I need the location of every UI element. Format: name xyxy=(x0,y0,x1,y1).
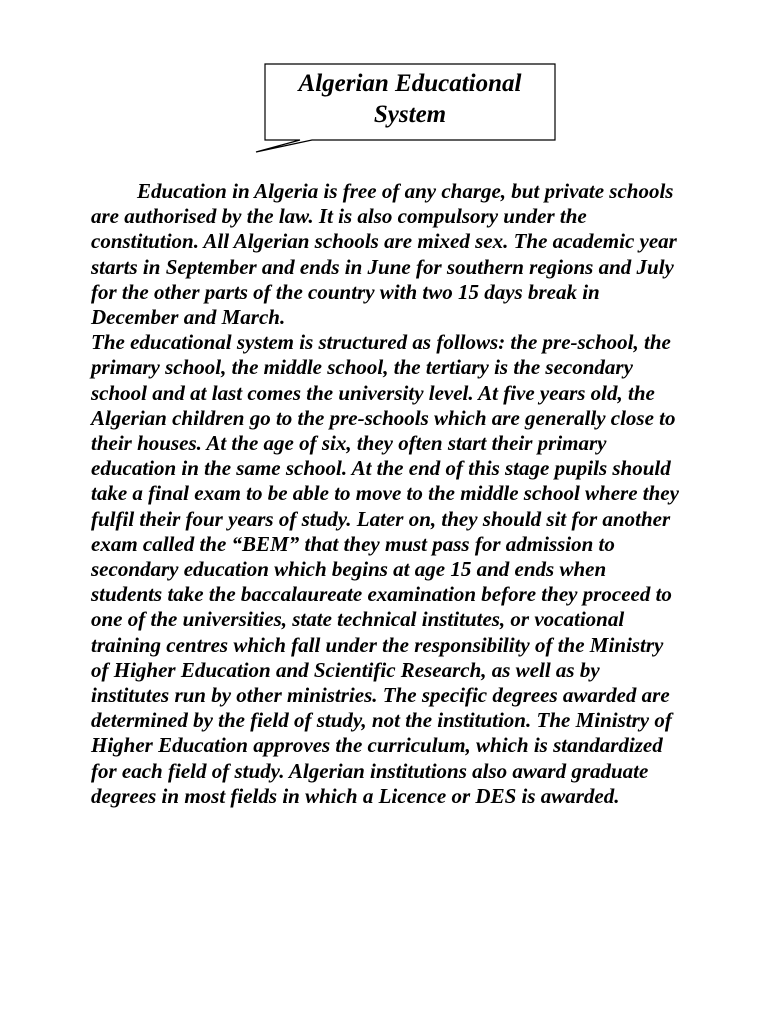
paragraph-structure: The educational system is structured as follows: the pre-school, the primary school, the middle school, the tertiary is the secondary school and at last comes the university level. At five years old, the Algerian children go to the pre-schools which are generally close to their houses. At the age of six, they often start their primary education in the same school. At the end of this stage pupils should take a final exam to be able to move to the middle school where they fulfil their four years of study. Later on, they should sit for another exam called the “BEM” that they must pass for admission to secondary education which begins at age 15 and ends when students take the baccalaureate examination before they proceed to one of the universities, state technical institutes, or vocational training centres which fall under the responsibility of the Ministry of Higher Education and Scientific Research, as well as by institutes run by other ministries. The specific degrees awarded are determined by the field of study, not the institution. The Ministry of Higher Education approves the curriculum, which is standardized for each field of study. Algerian institutions also award graduate degrees in most fields in which a Licence or DES is awarded. xyxy=(91,330,679,808)
title-callout xyxy=(0,0,768,160)
article-body xyxy=(91,179,681,809)
document-title: Algerian Educational System xyxy=(298,70,522,128)
paragraph-intro: Education in Algeria is free of any charge, but private schools are authorised by the law. It is also compulsory under the constitution. All Algerian schools are mixed sex. The academic year starts in September and ends in June for southern regions and July for the other parts of the country with two 15 days break in December and March. xyxy=(91,179,677,330)
